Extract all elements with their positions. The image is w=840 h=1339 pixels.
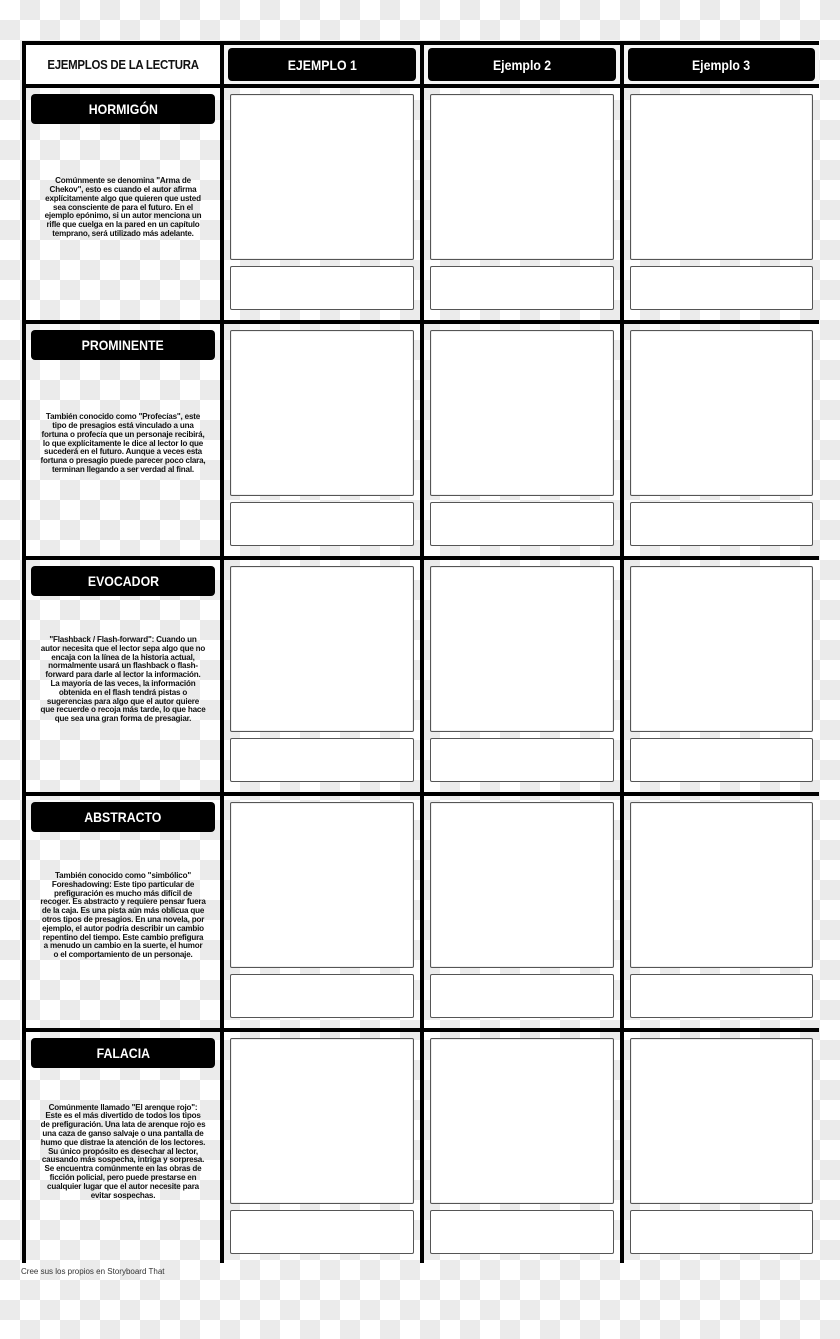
caption-box[interactable] [430,974,614,1018]
caption-box[interactable] [430,1210,614,1254]
scene-frame[interactable] [430,802,614,968]
scene-frame[interactable] [630,94,813,260]
caption-box[interactable] [230,738,414,782]
example-cell-r2-c1 [224,324,420,556]
row-label: ABSTRACTO [31,802,215,832]
column-header-3 [624,45,819,84]
example-cell-r5-c1 [224,1032,420,1264]
scene-frame[interactable] [630,330,813,496]
column-header-2 [424,45,620,84]
caption-box[interactable] [230,502,414,546]
column-header-1 [224,45,420,84]
scene-frame[interactable] [430,1038,614,1204]
scene-frame[interactable] [630,1038,813,1204]
row-description: Comúnmente llamado "El arenque rojo": Este es el más divertido de todos los tipos de prefiguración. Una lata de arenque rojo es una caza de ganso salvaje o una pantalla de humo que distrae la atención de los lectores. Su único propósito es desechar al lector, causando más sospecha, intriga y sorpresa. Se encuentra comúnmente en las obras de ficción policial, pero puede prestarse en cualquier lugar que el autor necesite para evitar sospechas. [40,1101,206,1200]
row-label: FALACIA [31,1038,215,1068]
caption-box[interactable] [230,974,414,1018]
caption-box[interactable] [630,502,813,546]
caption-box[interactable] [630,738,813,782]
column-header-label: Ejemplo 2 [428,48,616,81]
row-description: "Flashback / Flash-forward": Cuando un autor necesita que el lector sepa algo que no encaja con la línea de la historia actual, normalmente usará un flashback o flash-forward para darle al lector la información. La mayoría de las veces, la información obtenida en el flash tendrá pistas o sugerencias para algo que el autor quiere que recuerde o recoja más tarde, lo que hace que sea una gran forma de presagiar. [40,634,206,724]
example-cell-r3-c1 [224,560,420,792]
example-cell-r3-c2 [424,560,620,792]
scene-frame[interactable] [430,330,614,496]
example-cell-r4-c3 [624,796,819,1028]
row-description: También conocido como "simbólico" Foreshadowing: Este tipo particular de prefiguración es mucho más difícil de recoger. Es abstracto y requiere pensar fuera de la caja. Es una pista aún más oblicua que otros tipos de presagios. En una novela, por ejemplo, el autor podría describir un cambio repentino del tiempo. Este cambio prefigura a menudo un cambio en la suerte, el humor o el comportamiento de un personaje. [40,870,206,960]
scene-frame[interactable] [230,802,414,968]
example-cell-r2-c2 [424,324,620,556]
caption-box[interactable] [230,266,414,310]
storyboard-worksheet [22,41,819,1263]
caption-box[interactable] [430,502,614,546]
scene-frame[interactable] [630,802,813,968]
caption-box[interactable] [230,1210,414,1254]
example-cell-r5-c2 [424,1032,620,1264]
row-header-evocador [26,560,220,792]
example-cell-r3-c3 [624,560,819,792]
corner-header-cell [26,45,220,84]
example-cell-r1-c2 [424,88,620,320]
row-label: EVOCADOR [31,566,215,596]
column-header-label: EJEMPLO 1 [228,48,416,81]
scene-frame[interactable] [430,566,614,732]
example-cell-r4-c1 [224,796,420,1028]
footer-credit: Cree sus los propios en Storyboard That [21,1267,165,1276]
example-cell-r1-c3 [624,88,819,320]
example-cell-r5-c3 [624,1032,819,1264]
caption-box[interactable] [430,266,614,310]
caption-box[interactable] [630,1210,813,1254]
row-header-falacia [26,1032,220,1264]
example-cell-r4-c2 [424,796,620,1028]
scene-frame[interactable] [230,566,414,732]
caption-box[interactable] [630,974,813,1018]
scene-frame[interactable] [230,330,414,496]
row-header-hormigon [26,88,220,320]
caption-box[interactable] [430,738,614,782]
row-label: HORMIGÓN [31,94,215,124]
scene-frame[interactable] [630,566,813,732]
scene-frame[interactable] [430,94,614,260]
row-header-prominente [26,324,220,556]
row-header-abstracto [26,796,220,1028]
example-cell-r1-c1 [224,88,420,320]
column-header-label: Ejemplo 3 [628,48,815,81]
row-label: PROMINENTE [31,330,215,360]
scene-frame[interactable] [230,1038,414,1204]
corner-title: EJEMPLOS DE LA LECTURA [47,57,199,72]
row-description: También conocido como "Profecías", este tipo de presagios está vinculado a una fortuna o profecía que un personaje recibirá, lo que explícitamente le dice al lector lo que sucederá en el futuro. Aunque a veces esta fortuna o presagio puede parecer poco clara, terminan llegando a ser verdad al final. [40,411,206,474]
caption-box[interactable] [630,266,813,310]
example-cell-r2-c3 [624,324,819,556]
row-description: Comúnmente se denomina "Arma de Chekov", esto es cuando el autor afirma explícitamente algo que quieren que usted sea consciente de para el futuro. En el ejemplo epónimo, si un autor menciona un rifle que cuelga en la pared en un capítulo temprano, será utilizado más adelante. [44,175,202,238]
scene-frame[interactable] [230,94,414,260]
